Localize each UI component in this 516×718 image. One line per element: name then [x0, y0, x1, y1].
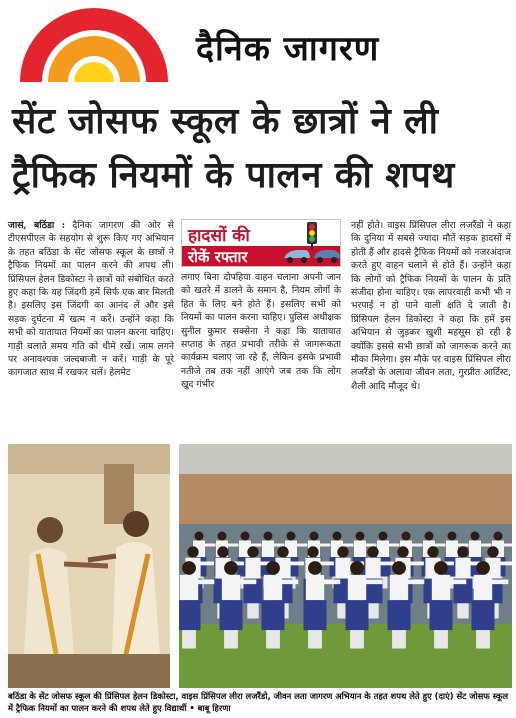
two-teachers-taking-oath-photo [8, 444, 170, 688]
student-figure-shirt [377, 541, 389, 558]
traffic-signal-cars-icon [280, 220, 341, 267]
student-figure-head [195, 532, 204, 541]
photo-caption [8, 690, 512, 714]
student-figure-shirt [348, 575, 366, 600]
student-figure-legs [308, 630, 322, 648]
student-figure-shirt [222, 575, 240, 600]
student-figure-head [392, 561, 406, 575]
caption-text: बठिंडा के सेंट जोसफ स्कूल की प्रिंसिपल हेलन डिकोस्टा, वाइस प्रिंसिपल लीरा लजरैंडो, जीवन लता जागरण अभियान के तहत शपथ लेते हुए (दाएं) सेंट जोसफ स्कूल में ट्रैफिक नियमों का पालन करने की शपथ लेते हुए विद्यार्थी [8, 691, 509, 713]
student-figure-skirt [472, 600, 495, 630]
student-figure-shirt [245, 558, 260, 579]
student-figure-head [308, 561, 322, 575]
rising-sun-logo-icon [14, 6, 174, 84]
student-figure-legs [350, 630, 364, 648]
student-figure-head [379, 532, 388, 541]
students-taking-oath-photo [179, 444, 512, 688]
student-figure-skirt [388, 600, 411, 630]
student-figure-shirt [365, 558, 380, 579]
student-figure-shirt [264, 575, 282, 600]
student-figure-shirt [469, 541, 481, 558]
student-figure-head [307, 546, 318, 557]
student-figure-skirt [430, 600, 453, 630]
student-figure-legs [266, 630, 280, 648]
article-text-right: नहीं होते। वाइस प्रिंसिपल लीरा लजरैंडो ने कहा कि दुनिया में सबसे ज्यादा मौतें सड़क हादसों में होती हैं और हादसे ट्रैफिक नियमों को नजरअंदाज करते हुए वाहन चलाने से होते हैं। उन्होंने कहा कि लोगों को ट्रैफिक नियमों के पालन के प्रति संजीदा होना चाहिए। एक लापरवाही कभी भी न भरपाई न हो पाने वाली क्षति दे जाती है। प्रिंसिपल हेलन डिकोस्टा ने कहा कि हमें इस अभियान से जुड़कर खुशी महसूस हो रही है क्योंकि इससे सभी छात्रों को जागरूक करने का मौका मिलेगा। इस मौके पर वाइस प्रिंसिपल लीरा लजरैंडो के अलावा जीवन लता, गुरप्रीत आर्टिस्ट, शैली आदि मौजूद थे। [351, 220, 511, 392]
student-figure-head [224, 561, 238, 575]
student-figure-legs [367, 603, 378, 618]
student-figure-legs [392, 630, 406, 648]
student-figure-skirt [262, 600, 285, 630]
student-figure-head [333, 532, 342, 541]
student-figure-head [471, 532, 480, 541]
newspaper-name: दैनिक जागरण [196, 29, 380, 69]
student-figure-head [217, 546, 228, 557]
headline [0, 88, 516, 204]
student-figure-head [402, 532, 411, 541]
student-figure-legs [182, 630, 196, 648]
student-figure-head [264, 532, 273, 541]
article-column-middle [181, 271, 341, 392]
student-figure-head [427, 546, 438, 557]
student-figure-legs [224, 630, 238, 648]
student-figure-shirt [180, 575, 198, 600]
headline-line-2: ट्रैफिक नियमों के पालन की शपथ [12, 154, 455, 196]
campaign-title-top: हादसों की [188, 226, 250, 246]
headline-line-1: सेंट जोसफ स्कूल के छात्रों ने ली [12, 100, 439, 142]
student-figure-legs [457, 603, 468, 618]
student-figure-shirt [455, 558, 470, 579]
student-figure-legs [247, 603, 258, 618]
student-figure-skirt [220, 600, 243, 630]
student-figure-head [356, 532, 365, 541]
photo-credit: • बाबू हिरणा [189, 703, 231, 713]
student-figure-shirt [354, 541, 366, 558]
article-column-right [351, 219, 511, 393]
student-figure-head [425, 532, 434, 541]
student-figure-head [350, 561, 364, 575]
student-figure-head [187, 546, 198, 557]
student-figure-head [487, 546, 498, 557]
student-figure-head [434, 561, 448, 575]
article-text-middle: लगाए बिना दोपहिया वाहन चलाना अपनी जान को खतरे में डालने के समान है, नियम लोगों के हित के लिए बने होते हैं। इसलिए सभी को नियमों का पालन करना चाहिए। पुलिस अधीक्षक सुनील कुमार सक्सेना ने कहा कि यातायात सप्ताह के तहत प्रभावी तरीके से जागरूकता कार्यक्रम चलाए जा रहे हैं, लेकिन इसके प्रभावी नतीजे तब तक नहीं आएंगे जब तक कि लोग खुद गंभीर [181, 272, 341, 391]
dateline: जासं, बठिंडा : [8, 220, 66, 231]
masthead [0, 0, 516, 88]
campaign-title-bottom: रोकें रफ्तार [188, 248, 248, 266]
student-figure-head [247, 546, 258, 557]
student-figure-head [287, 532, 296, 541]
student-figure-head [476, 561, 490, 575]
student-figure-legs [476, 630, 490, 648]
student-figure-head [218, 532, 227, 541]
student-figure-head [448, 532, 457, 541]
student-figure-head [367, 546, 378, 557]
student-figure-head [277, 546, 288, 557]
student-figure-skirt [304, 600, 327, 630]
teachers-photo-illustration [8, 444, 170, 688]
student-figure-head [457, 546, 468, 557]
student-figure-shirt [474, 575, 492, 600]
student-figure-head [494, 532, 503, 541]
students-photo-illustration [179, 444, 512, 688]
campaign-logo [181, 219, 341, 267]
student-figure-skirt [179, 600, 201, 630]
student-figure-head [182, 561, 196, 575]
article-text-left: दैनिक जागरण की ओर से टीएसपीएल के सहयोग से शुरू किए गए अभियान के तहत बठिंडा के सेंट जोसफ स्कूल के छात्रों ने ट्रैफिक नियमों का पालन करने की शपथ ली। प्रिंसिपल हेलन डिकोस्टा ने छात्रों को संबोधित करते हुए कहा कि यह जिंदगी हमें सिर्फ एक बार मिलती है। इसलिए इस जिंदगी का आनंद लें और इसे सड़क दुर्घटना में खत्म न करें। उन्होंने कहा कि सभी को यातायात नियमों का पालन करना चाहिए। गाड़ी चलाते समय गति को धीमे रखें। जाम लगने पर अनावश्यक जल्दबाजी न करें। गाड़ी के पूरे कागजात साथ में रखकर चलें। हेलमेट [8, 220, 174, 379]
student-figure-head [337, 546, 348, 557]
student-figure-shirt [446, 541, 458, 558]
student-figure-head [241, 532, 250, 541]
student-figure-shirt [432, 575, 450, 600]
student-figure-shirt [306, 575, 324, 600]
student-figure-head [266, 561, 280, 575]
student-figure-head [397, 546, 408, 557]
student-figure-legs [434, 630, 448, 648]
student-figure-shirt [262, 541, 274, 558]
article-column-left [8, 219, 174, 380]
student-figure-shirt [390, 575, 408, 600]
student-figure-skirt [346, 600, 369, 630]
student-figure-head [310, 532, 319, 541]
